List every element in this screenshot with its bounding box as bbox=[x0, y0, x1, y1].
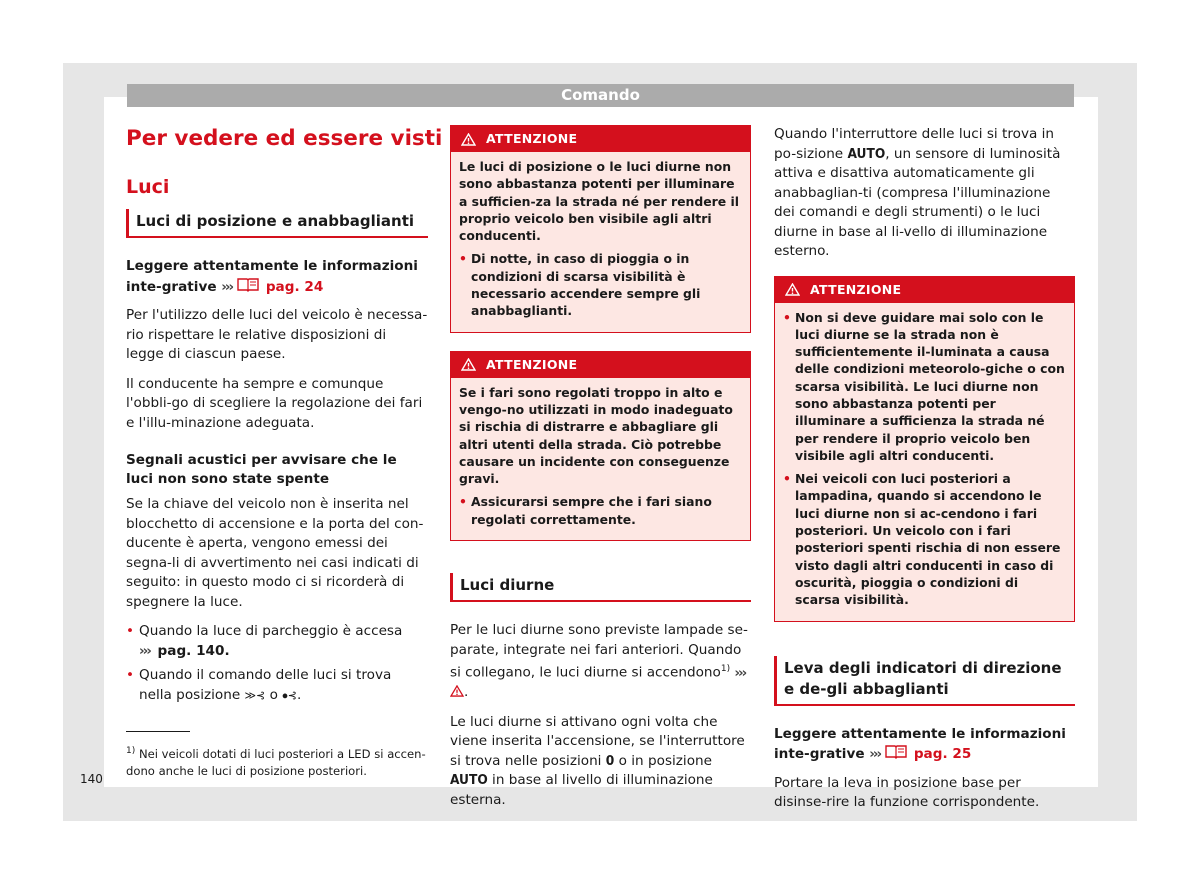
footnote-text: Nei veicoli dotati di luci posteriori a LED si accen-dono anche le luci di posizione posteriori. bbox=[126, 746, 426, 778]
warning-label: ATTENZIONE bbox=[486, 131, 578, 146]
warning-triangle-icon bbox=[461, 358, 476, 371]
chapter-header: Comando bbox=[127, 84, 1074, 107]
switch-position-0: 0 bbox=[605, 752, 615, 769]
cross-reference[interactable] bbox=[139, 643, 230, 659]
warning-body bbox=[451, 152, 750, 332]
section-heading-daytime-lights: Luci diurne bbox=[450, 573, 751, 602]
section-heading-position-lights: Luci di posizione e anabbaglianti bbox=[126, 209, 428, 238]
footnote-mark: 1) bbox=[126, 746, 136, 756]
list-item bbox=[126, 622, 428, 661]
warning-text: Se i fari sono regolati troppo in alto e vengo-no utilizzati in modo inadeguato si rischia di distrarre e abbagliare gli altri utenti della strada. Ciò potrebbe causare un incidente con conseguenze gravi. bbox=[459, 384, 733, 487]
paragraph: Se la chiave del veicolo non è inserita nel blocchetto di accensione e la porta del con-ducente è aperta, vengono emessi dei segna-li di avvertimento nei casi indicati di seguito: in questo modo ci si ricorderà di spegnere la luce. bbox=[126, 496, 424, 610]
warning-header bbox=[775, 277, 1074, 303]
read-info-note bbox=[774, 725, 1075, 765]
switch-position-auto: AUTO bbox=[450, 772, 488, 789]
list-item-text: Quando il comando delle luci si trova nella posizione bbox=[139, 667, 392, 703]
warning-body bbox=[775, 303, 1074, 621]
warning-triangle-icon bbox=[450, 685, 464, 697]
warning-label: ATTENZIONE bbox=[810, 281, 902, 297]
chapter-subtitle: Luci bbox=[126, 176, 170, 198]
warning-box bbox=[774, 276, 1075, 622]
warning-bullet: • Nei veicoli con luci posteriori a lampadina, quando si accendono le luci diurne non si ac-cendono i fari posteriori. Un veicolo con i fari posteriori spenti rischia di non essere visto dagli altri conducenti in caso di oscurità, pioggia o condizioni di scarsa visibilità. bbox=[783, 470, 1066, 608]
cross-reference[interactable] bbox=[221, 279, 323, 295]
warning-bullet: • Di notte, in caso di pioggia o in condizioni di scarsa visibilità è necessario accendere sempre gli anabbaglianti. bbox=[459, 250, 742, 319]
list-item-text: o bbox=[269, 686, 278, 703]
warning-header bbox=[451, 352, 750, 378]
page-reference: pag. 24 bbox=[265, 278, 324, 295]
position-light-symbol: ⦁⊰ bbox=[282, 688, 297, 702]
subheading-acoustic-signals: Segnali acustici per avvisare che le luci non sono state spente bbox=[126, 452, 397, 487]
warning-text: Le luci di posizione o le luci diurne non sono abbastanza potenti per illuminare a sufficien-za la strada né per rendere il proprio veicolo ben visibile agli altri conducenti. bbox=[459, 159, 739, 244]
section-heading-indicator-lever: Leva degli indicatori di direzione e de-gli abbaglianti bbox=[774, 656, 1075, 706]
paragraph-text: Per le luci diurne sono previste lampade se-parate, integrate nei fari anteriori. Quando si collegano, le luci diurne si accendono bbox=[450, 622, 748, 681]
warning-body bbox=[451, 378, 750, 540]
footnote bbox=[126, 743, 428, 780]
page-reference: pag. 140. bbox=[157, 642, 230, 659]
read-info-text: Leggere attentamente le informazioni inte-grative bbox=[126, 258, 418, 295]
chevron-triple-icon: ››› bbox=[734, 664, 746, 681]
footnote-divider bbox=[126, 731, 190, 732]
warning-triangle-icon bbox=[785, 283, 800, 296]
paragraph: Il conducente ha sempre e comunque l'obbli-go di scegliere la regolazione dei fari e l'illu-minazione adeguata. bbox=[126, 375, 423, 431]
paragraph-text: Quando l'interruttore delle luci si trova in po-sizione bbox=[774, 126, 1055, 162]
page-reference: pag. 25 bbox=[913, 746, 972, 763]
chevron-triple-icon: ››› bbox=[869, 746, 881, 763]
page-number: 140 bbox=[80, 772, 103, 786]
paragraph: Portare la leva in posizione base per disinse-rire la funzione corrispondente. bbox=[774, 774, 1040, 811]
page-title: Per vedere ed essere visti bbox=[126, 126, 443, 151]
parking-light-symbol: ≫⊰ bbox=[244, 688, 266, 702]
list-item: • Quando il comando delle luci si trova nella posizione ≫⊰ o ⦁⊰. bbox=[126, 666, 428, 705]
column-1 bbox=[126, 125, 443, 710]
chevron-triple-icon: ››› bbox=[221, 278, 233, 295]
warning-header bbox=[451, 126, 750, 152]
paragraph-text: in base al livello di illuminazione esterna. bbox=[450, 772, 713, 808]
warning-box bbox=[450, 351, 751, 541]
paragraph bbox=[774, 125, 1075, 262]
paragraph bbox=[450, 713, 751, 811]
paragraph: Per l'utilizzo delle luci del veicolo è necessa-rio rispettare le relative disposizioni di legge di ciascun paese. bbox=[126, 307, 428, 362]
warning-bullet: • Assicurarsi sempre che i fari siano regolati correttamente. bbox=[459, 493, 742, 528]
column-3 bbox=[774, 125, 1075, 823]
paragraph-text: , un sensore di luminosità attiva e disattiva automaticamente gli anabbaglian-ti (compresa l'illuminazione dei comandi e degli strumenti) o le luci diurne in base al li-vello di illuminazione esterno. bbox=[774, 145, 1061, 259]
book-icon bbox=[237, 277, 259, 291]
warning-box bbox=[450, 125, 751, 333]
footnote-mark: 1) bbox=[720, 664, 731, 675]
column-2 bbox=[450, 125, 751, 820]
paragraph-text: o in posizione bbox=[618, 752, 713, 769]
list-item-text: Quando la luce di parcheggio è accesa bbox=[139, 623, 403, 639]
book-icon bbox=[885, 744, 907, 758]
read-info-note bbox=[126, 257, 428, 297]
warning-bullet: • Non si deve guidare mai solo con le luci diurne se la strada non è sufficientemente il-luminata a causa delle condizioni meteorolo-giche o con scarsa visibilità. Le luci diurne non sono abbastanza potenti per illuminare a sufficienza la strada né per rendere il proprio veicolo ben visibile agli altri conducenti. bbox=[783, 309, 1066, 465]
warning-label: ATTENZIONE bbox=[486, 356, 578, 372]
warning-triangle-icon bbox=[461, 133, 476, 146]
chevron-triple-icon: ››› bbox=[139, 642, 150, 659]
switch-position-auto: AUTO bbox=[847, 145, 886, 162]
paragraph-text: Le luci diurne si attivano ogni volta che viene inserita l'accensione, se l'interruttore si trova nelle posizioni bbox=[450, 713, 745, 769]
paragraph: Per le luci diurne sono previste lampade se-parate, integrate nei fari anteriori. Quando si collegano, le luci diurne si accendono$^{1)}$ ›››. bbox=[450, 622, 748, 701]
cross-reference[interactable] bbox=[869, 746, 971, 762]
read-info-text: Leggere attentamente le informazioni inte-grative bbox=[774, 725, 1066, 763]
